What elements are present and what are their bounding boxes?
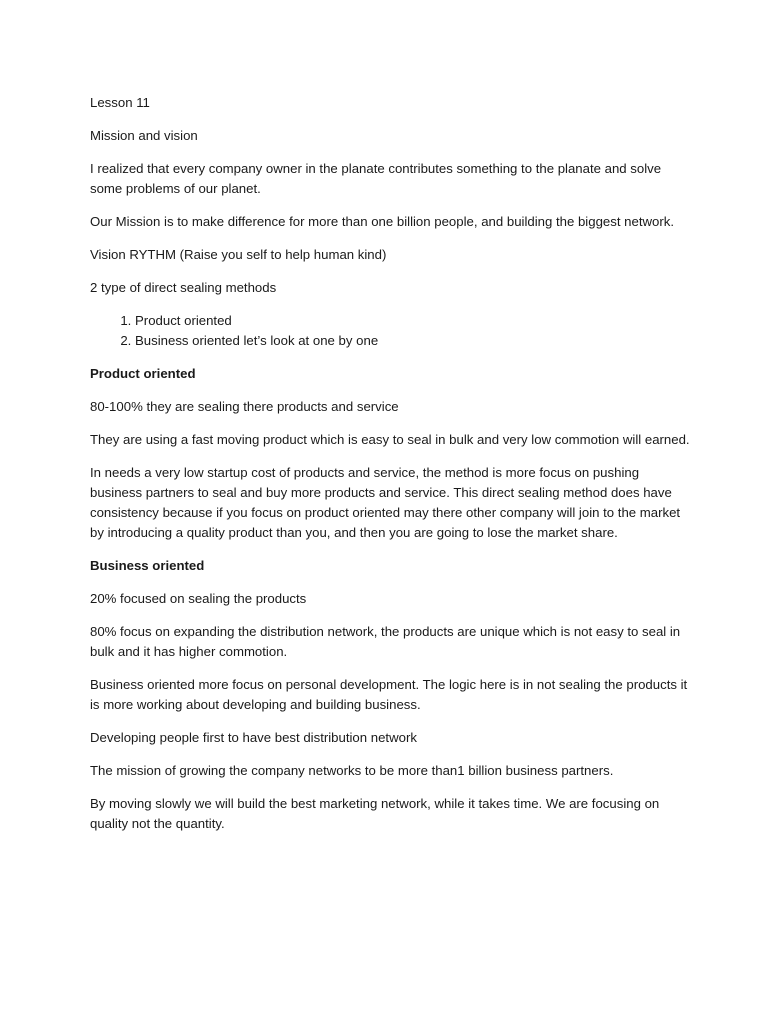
intro-paragraph: I realized that every company owner in the planate contributes something to the planate and solve some problems of our planet. [90, 161, 662, 196]
business-paragraph-6: By moving slowly we will build the best marketing network, while it takes time. We are focusing on quality not the quantity. [90, 796, 660, 831]
vision-paragraph: Vision RYTHM (Raise you self to help human kind) [90, 247, 387, 262]
business-paragraph-1: 20% focused on sealing the products [90, 591, 307, 606]
product-paragraph-2: They are using a fast moving product which is easy to seal in bulk and very low commotion will earned. [90, 432, 690, 447]
list-item: 2. Business oriented let’s look at one by one [135, 331, 690, 351]
business-paragraph-4: Developing people first to have best distribution network [90, 730, 417, 745]
section-subtitle: Mission and vision [90, 128, 198, 143]
document-page [90, 93, 690, 847]
business-paragraph-5: The mission of growing the company networks to be more than1 billion business partners. [90, 763, 614, 778]
business-paragraph-3: Business oriented more focus on personal development. The logic here is in not sealing the products it is more working about developing and building business. [90, 677, 688, 712]
mission-paragraph: Our Mission is to make difference for more than one billion people, and building the biggest network. [90, 214, 675, 229]
product-paragraph-3: In needs a very low startup cost of products and service, the method is more focus on pushing business partners to seal and buy more products and service. This direct sealing method does have consistency because if you focus on product oriented may there other company will join to the market by introducing a quality product than you, and then you are going to lose the market share. [90, 465, 681, 540]
business-paragraph-2: 80% focus on expanding the distribution network, the products are unique which is not easy to seal in bulk and it has higher commotion. [90, 624, 681, 659]
product-oriented-heading: Product oriented [90, 366, 196, 381]
methods-list [90, 311, 690, 351]
methods-intro: 2 type of direct sealing methods [90, 280, 277, 295]
lesson-title: Lesson 11 [90, 95, 150, 110]
business-oriented-heading: Business oriented [90, 558, 205, 573]
list-item: 1. Product oriented [135, 311, 690, 331]
product-paragraph-1: 80-100% they are sealing there products and service [90, 399, 399, 414]
